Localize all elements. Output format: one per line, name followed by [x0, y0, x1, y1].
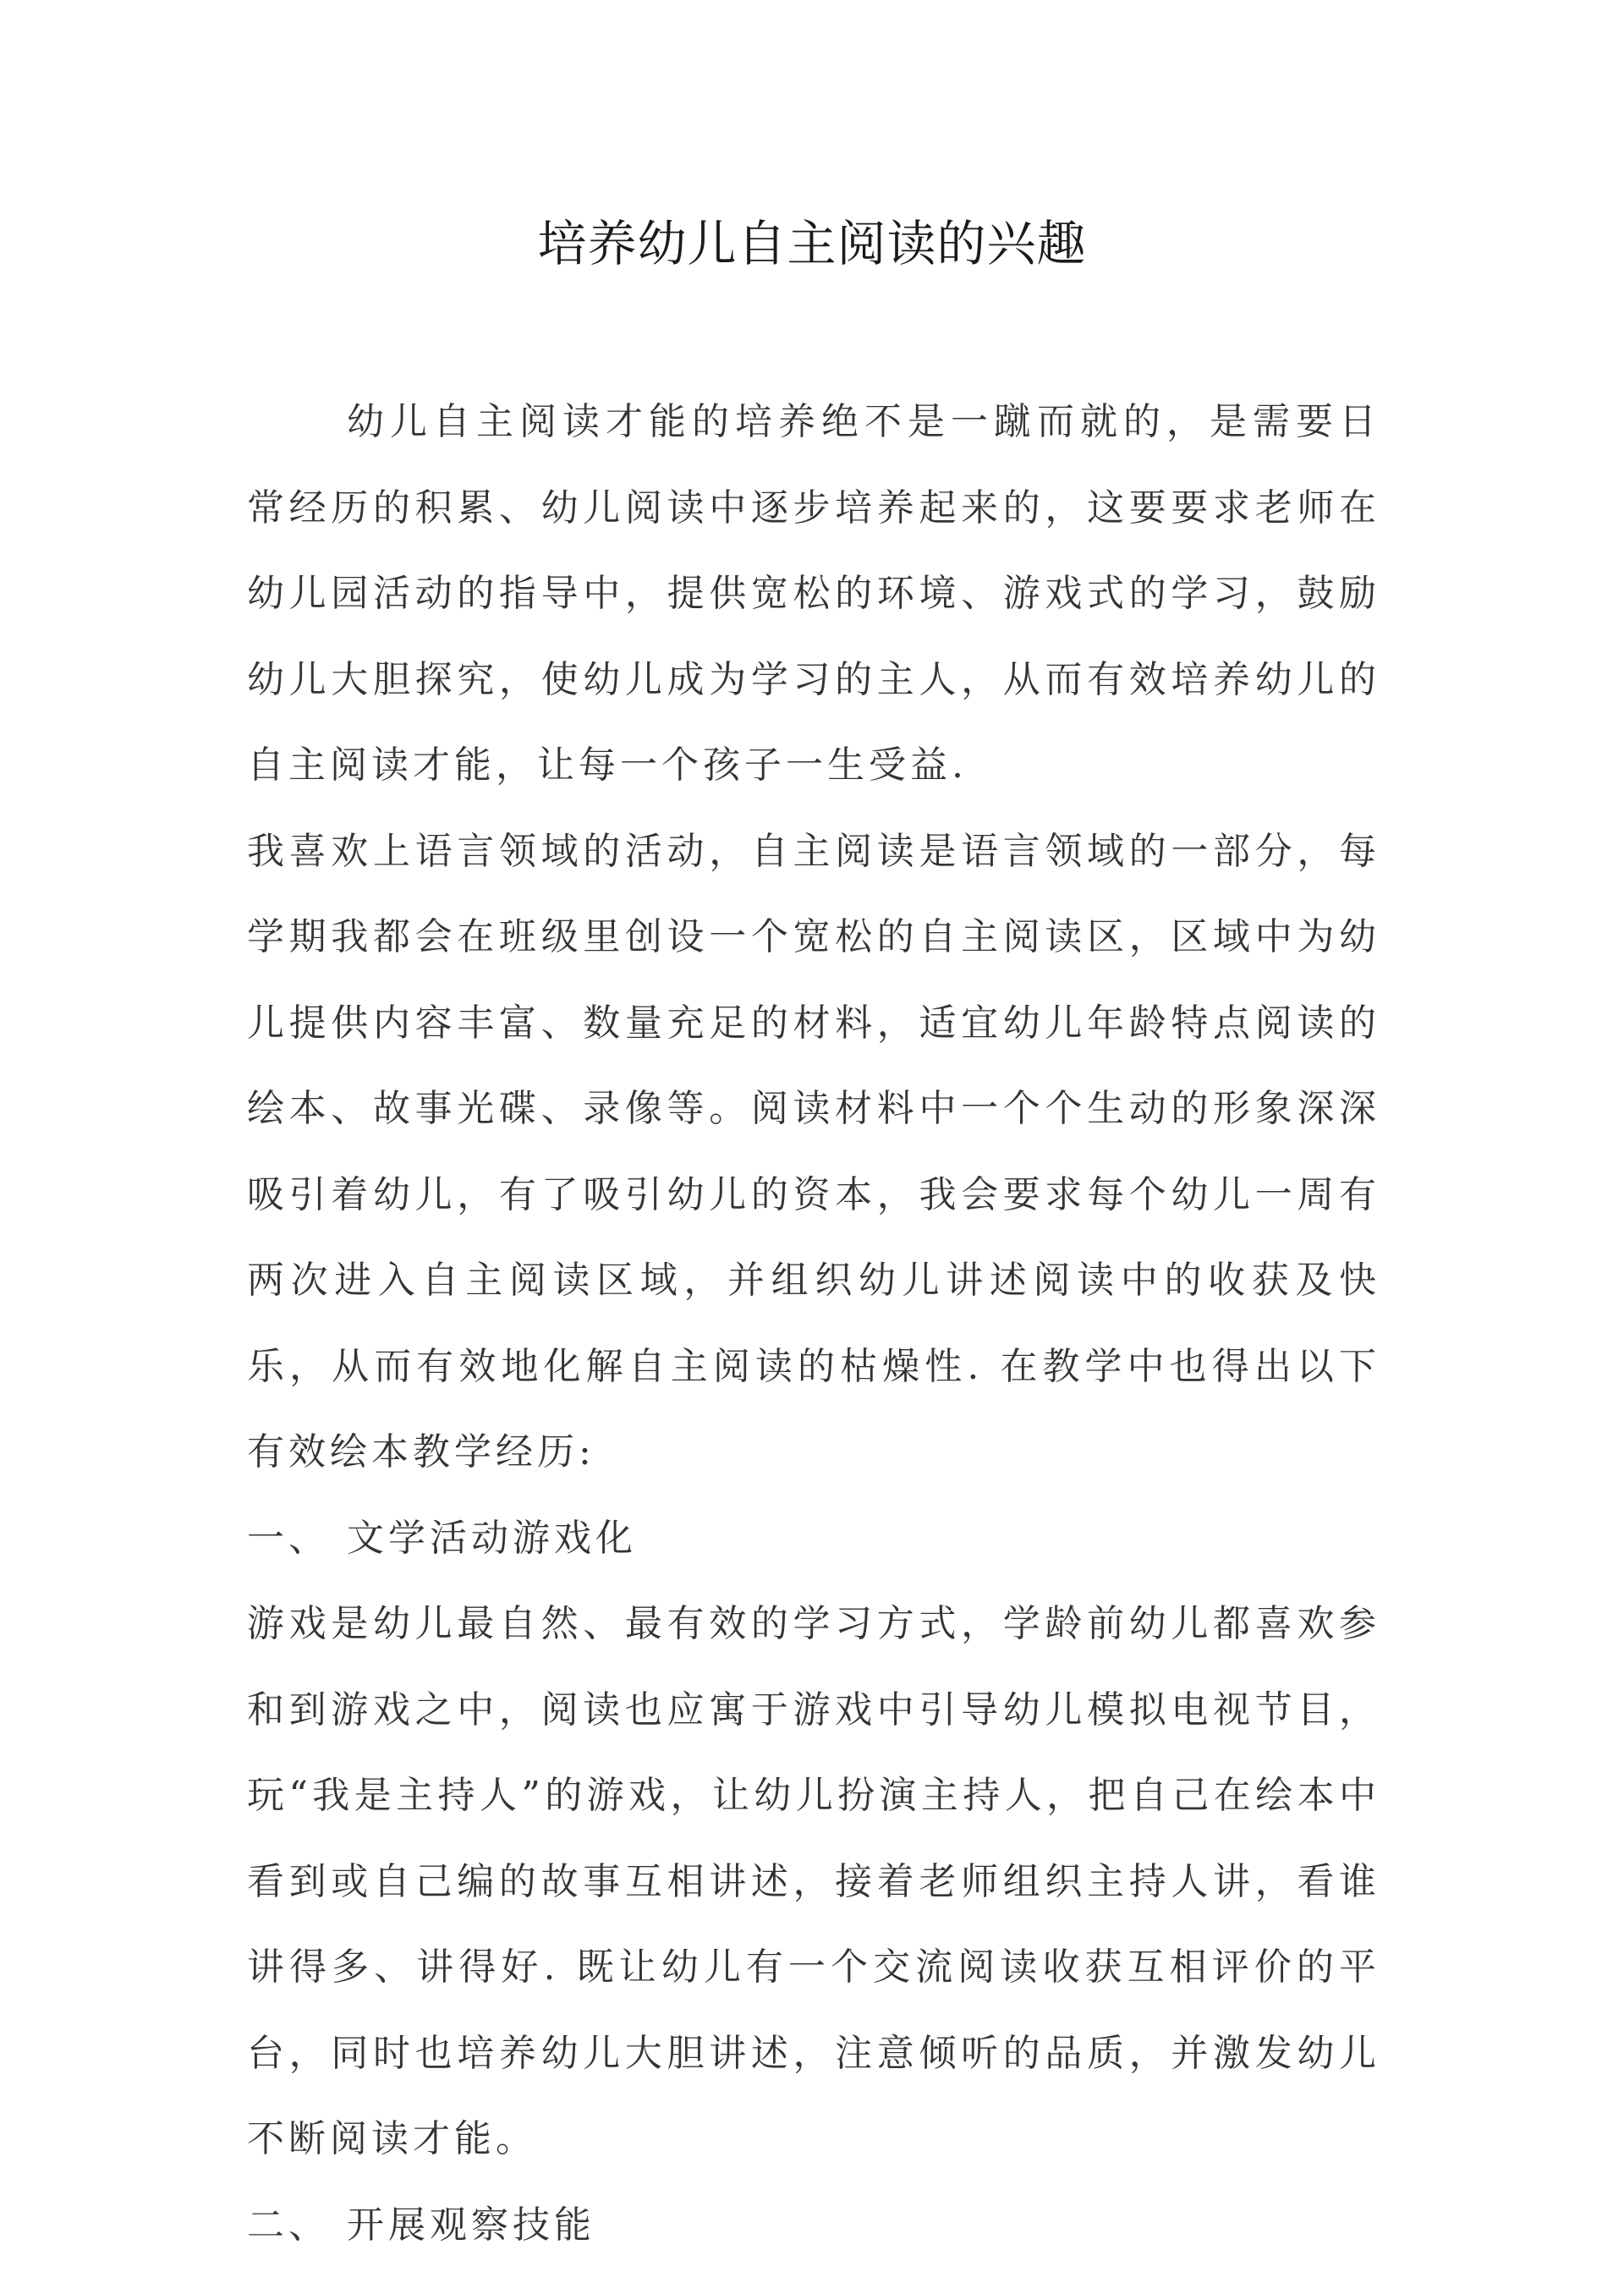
- paragraph-intro: 幼儿自主阅读才能的培养绝不是一蹴而就的，是需要日常经历的积累、幼儿阅读中逐步培养起来的，这要要求老师在幼儿园活动的指导中，提供宽松的环境、游戏式的学习，鼓励幼儿大胆探究，使幼儿成为学习的主人，从而有效培养幼儿的自主阅读才能，让每一个孩子一生受益.: [247, 400, 1380, 787]
- section-heading-2: [247, 2182, 1380, 2269]
- section-title: 文学活动游戏化: [347, 1516, 637, 1560]
- section-title: 开展观察技能: [347, 2203, 595, 2247]
- section-heading-1: [247, 1495, 1380, 1582]
- document-title: 培养幼儿自主阅读的兴趣: [537, 215, 1087, 272]
- paragraph-game-based: 游戏是幼儿最自然、最有效的学习方式，学龄前幼儿都喜欢参和到游戏之中，阅读也应寓于游戏中引导幼儿模拟电视节目，玩“我是主持人”的游戏，让幼儿扮演主持人，把自己在绘本中看到或自己编的故事互相讲述，接着老师组织主持人讲，看谁讲得多、讲得好. 既让幼儿有一个交流阅读收获互相评价的平台，同时也培养幼儿大胆讲述，注意倾听的品质，并激发幼儿不断阅读才能。: [247, 1602, 1380, 2160]
- document-body: [247, 379, 1380, 2268]
- paragraph-reading-area: 我喜欢上语言领域的活动，自主阅读是语言领域的一部分，每学期我都会在班级里创设一个宽松的自主阅读区，区域中为幼儿提供内容丰富、数量充足的材料，适宜幼儿年龄特点阅读的绘本、故事光碟、录像等。阅读材料中一个个生动的形象深深吸引着幼儿，有了吸引幼儿的资本，我会要求每个幼儿一周有两次进入自主阅读区域，并组织幼儿讲述阅读中的收获及快乐，从而有效地化解自主阅读的枯燥性. 在教学中也得出以下有效绘本教学经历:: [247, 829, 1380, 1474]
- section-number: 二、: [247, 2203, 330, 2247]
- section-number: 一、: [247, 1516, 330, 1560]
